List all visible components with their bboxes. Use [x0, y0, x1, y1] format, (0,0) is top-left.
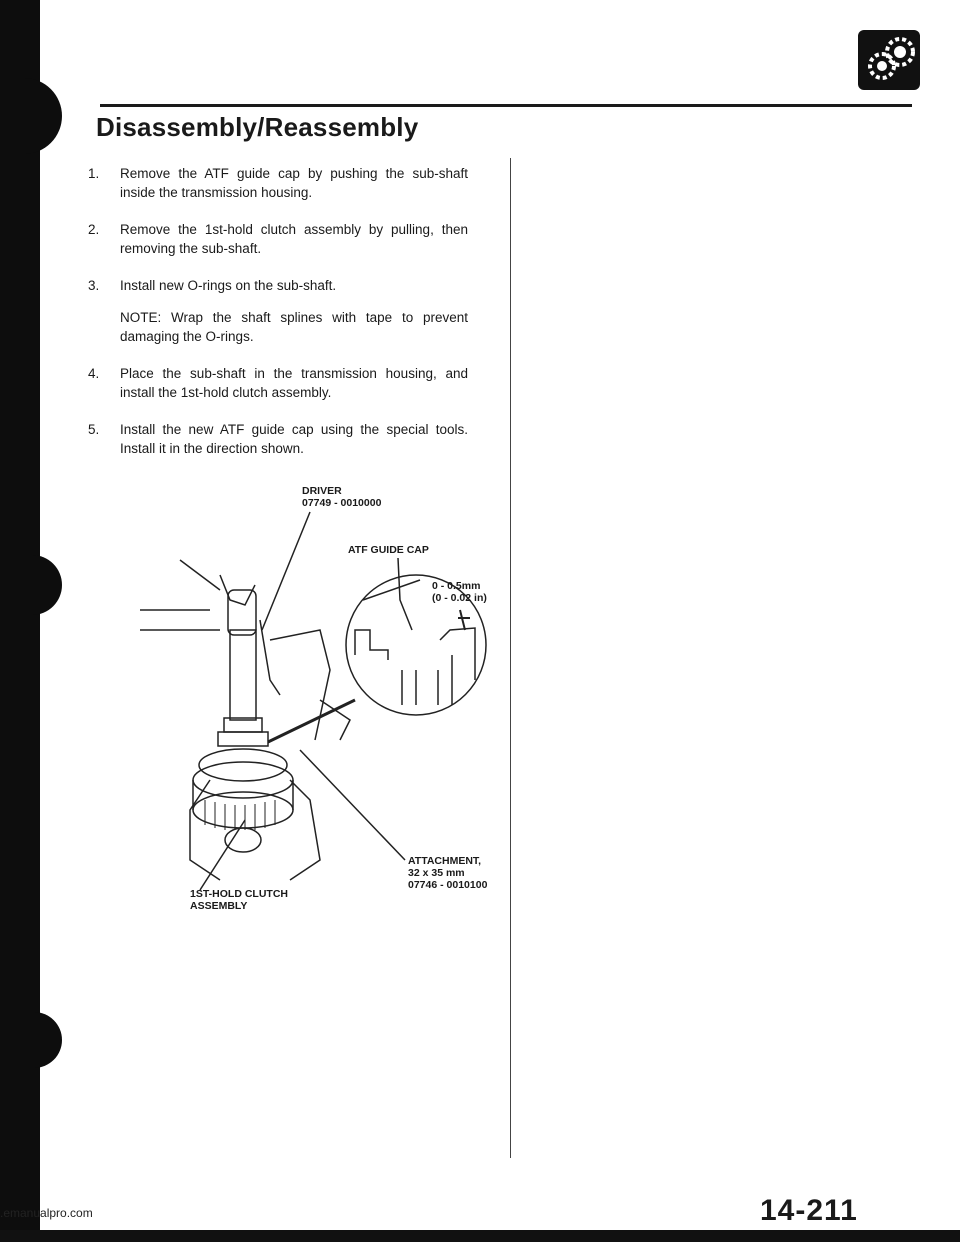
step-number: 3. — [88, 278, 100, 293]
step-number: 4. — [88, 366, 100, 381]
page-number: 14-211 — [760, 1194, 858, 1227]
step-text: Remove the ATF guide cap by pushing the sub-shaft inside the transmission housing. — [120, 166, 468, 200]
clearance-label: 0 - 0.5mm (0 - 0.02 in) — [432, 580, 487, 604]
step-number: 1. — [88, 166, 100, 181]
procedure-steps — [88, 164, 468, 476]
installation-figure — [120, 480, 490, 910]
step-text: Install the new ATF guide cap using the special tools. Install it in the direction shown. — [120, 422, 468, 456]
step-item — [88, 164, 468, 202]
step-item — [88, 276, 468, 346]
section-tab — [0, 555, 40, 615]
attachment-label: ATTACHMENT, 32 x 35 mm 07746 - 0010100 — [408, 855, 488, 891]
bottom-bar — [0, 1230, 960, 1242]
column-divider — [510, 158, 511, 1158]
driver-label: DRIVER 07749 - 0010000 — [302, 485, 382, 509]
section-tab — [0, 78, 40, 154]
atf-guide-cap-label: ATF GUIDE CAP — [348, 544, 429, 556]
clutch-assembly-label: 1ST-HOLD CLUTCH ASSEMBLY — [190, 888, 288, 912]
step-item — [88, 420, 468, 458]
header-rule — [100, 104, 912, 107]
step-text: Place the sub-shaft in the transmission housing, and install the 1st-hold clutch assembly. — [120, 366, 468, 400]
step-number: 5. — [88, 422, 100, 437]
step-item — [88, 220, 468, 258]
step-text: Remove the 1st-hold clutch assembly by pulling, then removing the sub-shaft. — [120, 222, 468, 256]
step-note: NOTE: Wrap the shaft splines with tape to prevent damaging the O-rings. — [120, 310, 468, 344]
source-watermark: .emanualpro.com — [0, 1206, 93, 1220]
page-title: Disassembly/Reassembly — [96, 112, 419, 142]
transmission-gear-icon — [858, 30, 920, 90]
installation-illustration — [120, 480, 490, 910]
step-number: 2. — [88, 222, 100, 237]
step-text: Install new O-rings on the sub-shaft. — [120, 278, 337, 293]
section-tab — [0, 1012, 40, 1068]
step-item — [88, 364, 468, 402]
